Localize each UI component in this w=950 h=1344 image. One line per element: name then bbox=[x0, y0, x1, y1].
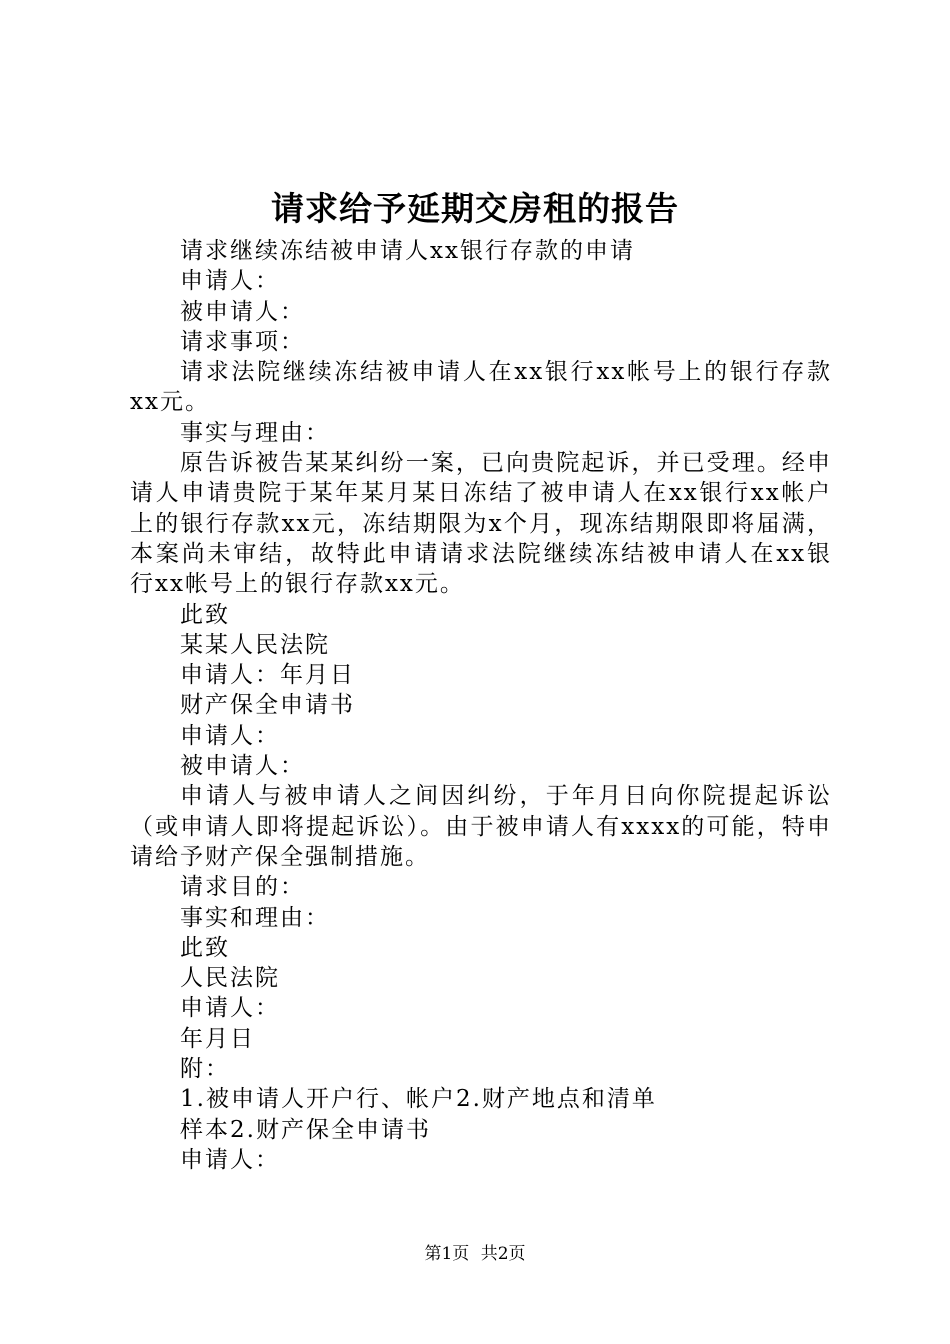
attachments-label: 附： bbox=[180, 1056, 230, 1083]
applicant-label: 申请人： bbox=[180, 268, 280, 295]
subheading-property-preservation: 财产保全申请书 bbox=[180, 692, 355, 719]
page-total: 共2页 bbox=[480, 1244, 526, 1264]
facts-reasons-label: 事实与理由： bbox=[180, 419, 330, 446]
attachments-list: 1.被申请人开户行、帐户2.财产地点和清单 bbox=[180, 1086, 657, 1113]
document-body bbox=[130, 236, 832, 1175]
preservation-paragraph: 申请人与被申请人之间因纠纷，于年月日向你院提起诉讼（或申请人即将提起诉讼）。由于被申请人有xxxx的可能，特申请给予财产保全强制措施。 bbox=[130, 783, 832, 870]
subheading-freeze-application: 请求继续冻结被申请人xx银行存款的申请 bbox=[180, 238, 635, 264]
applicant-label: 申请人： bbox=[180, 995, 280, 1022]
court-name: 某某人民法院 bbox=[180, 631, 330, 658]
request-purpose-label: 请求目的： bbox=[180, 874, 305, 901]
date-line: 年月日 bbox=[180, 1025, 255, 1052]
sample-heading: 样本2.财产保全申请书 bbox=[180, 1116, 431, 1143]
page-number: 第1页 bbox=[424, 1244, 470, 1264]
page-title: 请求给予延期交房租的报告 bbox=[271, 189, 679, 228]
request-items-label: 请求事项： bbox=[180, 328, 305, 355]
applicant-label: 申请人： bbox=[180, 1146, 280, 1173]
facts-reasons-paragraph: 原告诉被告某某纠纷一案，已向贵院起诉，并已受理。经申请人申请贵院于某年某月某日冻结了被申请人在xx银行xx帐户上的银行存款xx元，冻结期限为x个月，现冻结期限即将届满，本案尚未审结，故特此申请请求法院继续冻结被申请人在xx银行xx帐号上的银行存款xx元。 bbox=[130, 450, 832, 598]
applicant-date-line: 申请人：年月日 bbox=[180, 662, 355, 689]
request-items-paragraph: 请求法院继续冻结被申请人在xx银行xx帐号上的银行存款xx元。 bbox=[130, 359, 832, 416]
respondent-label: 被申请人： bbox=[180, 753, 305, 780]
respondent-label: 被申请人： bbox=[180, 298, 305, 325]
salutation: 此致 bbox=[180, 601, 230, 628]
facts-and-reasons-label: 事实和理由： bbox=[180, 904, 330, 931]
page-footer bbox=[0, 1242, 950, 1266]
salutation: 此致 bbox=[180, 934, 230, 961]
court-name: 人民法院 bbox=[180, 965, 280, 992]
applicant-label: 申请人： bbox=[180, 722, 280, 749]
